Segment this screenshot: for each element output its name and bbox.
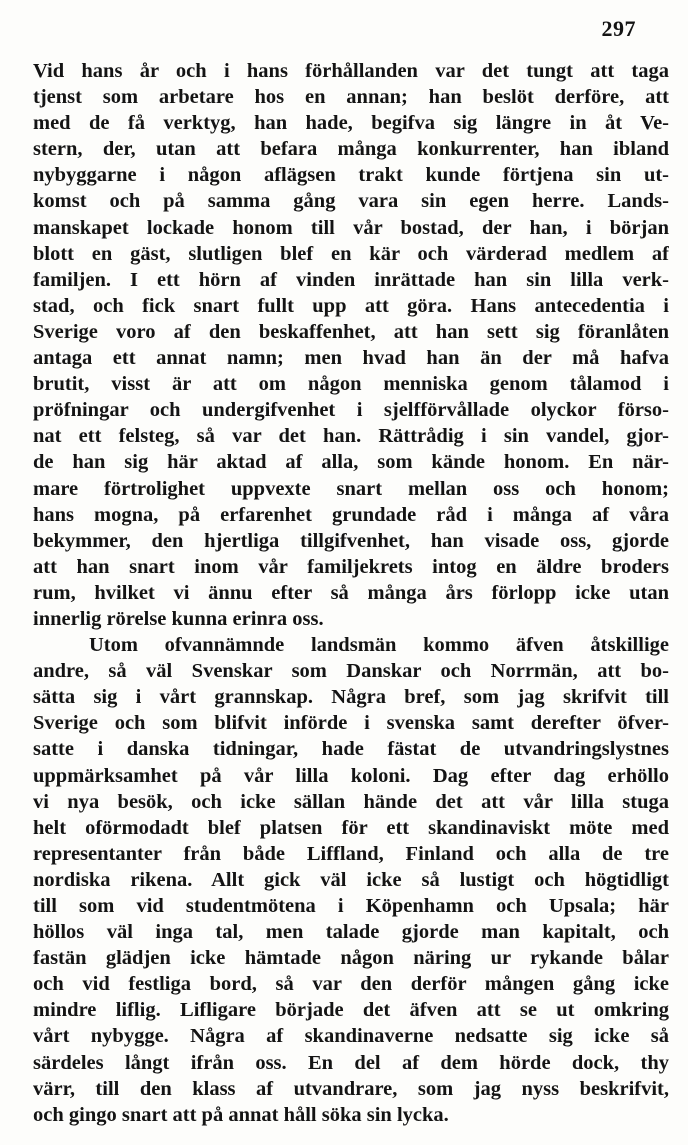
text-line: komst och på samma gång vara sin egen herre. Lands- — [33, 190, 669, 213]
text-line: höllos väl inga tal, men talade gjorde man kapitalt, och — [33, 921, 669, 944]
text-line: att han snart inom vår familjekrets intog en äldre broders — [33, 555, 669, 578]
text-line: blott en gäst, slutligen blef en kär och värderad medlem af — [33, 242, 669, 265]
text-line: Vid hans år och i hans förhållanden var det tungt att taga — [33, 60, 669, 82]
text-line: brutit, visst är att om någon menniska genom tålamod i — [33, 373, 669, 396]
text-line: uppmärksamhet på vår lilla koloni. Dag efter dag erhöllo — [33, 764, 669, 787]
text-line: mindre liflig. Lifligare började det äfven att se ut omkring — [33, 999, 669, 1022]
text-line: vi nya besök, och icke sällan hände det att vår lilla stuga — [33, 790, 669, 813]
text-line: rum, hvilket vi ännu efter så många års förlopp icke utan — [33, 581, 669, 604]
text-line: med de få verktyg, han hade, begifva sig längre in åt Ve- — [33, 112, 669, 135]
text-line: och vid festliga bord, så var den derför mången gång icke — [33, 973, 669, 996]
text-line: tjenst som arbetare hos en annan; han beslöt derföre, att — [33, 86, 669, 109]
text-line: till som vid studentmötena i Köpenhamn och Upsala; här — [33, 895, 669, 917]
text-line: värr, till den klass af utvandrare, som jag nyss beskrifvit, — [33, 1077, 669, 1100]
paragraph-start-line: Utom ofvannämnde landsmän kommo äfven åtskillige — [89, 634, 669, 657]
page-number: 297 — [601, 16, 636, 41]
text-line: mare förtrolighet uppvexte snart mellan oss och honom; — [33, 477, 669, 500]
text-line: nybyggarne i någon aflägsen trakt kunde förtjena sin ut- — [33, 164, 669, 187]
text-line: nordiska rikena. Allt gick väl icke så lustigt och högtidligt — [33, 868, 669, 891]
text-line: stad, och fick snart fullt upp att göra. Hans antecedentia i — [33, 294, 669, 317]
text-line: antaga ett annat namn; men hvad han än der må hafva — [33, 347, 669, 370]
text-line: manskapet lockade honom till vår bostad, der han, i början — [33, 216, 669, 239]
text-line: helt oförmodadt blef platsen för ett skandinaviskt möte med — [33, 816, 669, 839]
text-line: vårt nybygge. Några af skandinaverne nedsatte sig icke så — [33, 1025, 669, 1048]
text-line: andre, så väl Svenskar som Danskar och Norrmän, att bo- — [33, 660, 669, 683]
paragraph-end-line: innerlig rörelse kunna erinra oss. — [33, 607, 324, 630]
text-line: särdeles långt ifrån oss. En del af dem hörde dock, thy — [33, 1051, 669, 1074]
text-line: hans mogna, på erfarenhet grundade råd i många af våra — [33, 503, 669, 526]
text-line: satte i danska tidningar, hade fästat de utvandringslystnes — [33, 738, 669, 761]
text-line: de han sig här aktad af alla, som kände honom. En när- — [33, 451, 669, 474]
text-line: familjen. I ett hörn af vinden inrättade han sin lilla verk- — [33, 268, 669, 291]
text-line: bekymmer, den hjertliga tillgifvenhet, han visade oss, gjorde — [33, 529, 669, 552]
text-line: pröfningar och undergifvenhet i sjelfförvållade olyckor förso- — [33, 399, 669, 422]
text-line: Sverige voro af den beskaffenhet, att han sett sig föranlåten — [33, 320, 669, 343]
text-line: nat ett felsteg, så var det han. Rättrådig i sin vandel, gjor- — [33, 425, 669, 448]
body-text — [33, 58, 669, 1128]
text-line: fastän glädjen icke hämtade någon näring ur rykande bålar — [33, 947, 669, 970]
text-line: representanter från både Liffland, Finland och alla de tre — [33, 842, 669, 865]
paragraph-end-line: och gingo snart att på annat håll söka sin lycka. — [33, 1103, 449, 1126]
text-line: sätta sig i vårt grannskap. Några bref, som jag skrifvit till — [33, 686, 669, 709]
text-line: stern, der, utan att befara många konkurrenter, han ibland — [33, 138, 669, 161]
text-line: Sverige och som blifvit införde i svenska samt derefter öfver- — [33, 712, 669, 735]
